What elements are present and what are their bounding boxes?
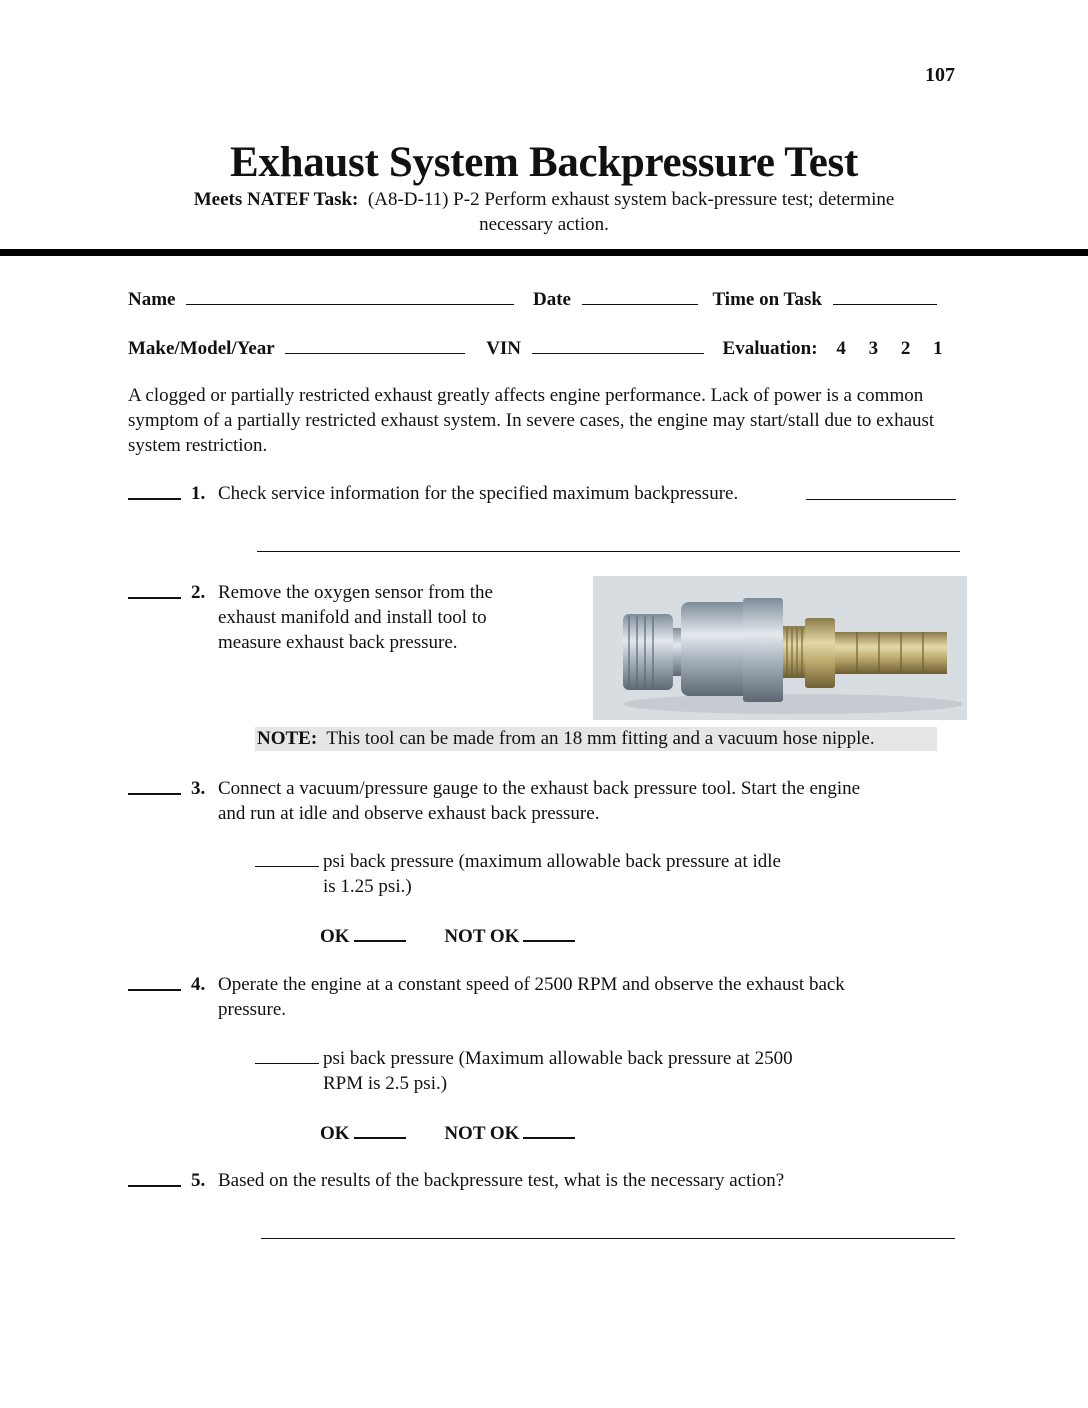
- tool-photo: [593, 576, 967, 720]
- step-4-not-ok-field[interactable]: [523, 1120, 575, 1139]
- step-5-answer-line[interactable]: [261, 1238, 955, 1239]
- note-box: [255, 727, 937, 751]
- step-5: [128, 1168, 958, 1198]
- intro-paragraph: A clogged or partially restricted exhaust greatly affects engine performance. Lack of power is a common symptom of a partially restricted exhaust system. In severe cases, the engine may start/stall due to exhaust system restriction.: [128, 385, 935, 456]
- ok-label: OK: [320, 1123, 350, 1144]
- natef-task-label: Meets NATEF Task:: [193, 189, 359, 210]
- date-field[interactable]: [582, 286, 698, 305]
- not-ok-label: NOT OK: [444, 1123, 520, 1144]
- rpm-2500-reading: [255, 1046, 895, 1098]
- date-label: Date: [532, 289, 571, 310]
- step-number: 5.: [191, 1170, 206, 1191]
- evaluation-label: Evaluation:: [722, 338, 818, 359]
- time-on-task-label: Time on Task: [712, 289, 822, 310]
- step-1-checkbox-blank[interactable]: [128, 498, 181, 500]
- rpm-2500-reading-text: psi back pressure (Maximum allowable back pressure at 2500 RPM is 2.5 psi.): [323, 1048, 793, 1094]
- make-model-year-label: Make/Model/Year: [128, 338, 275, 359]
- evaluation-score-4[interactable]: 4: [836, 338, 846, 359]
- step-3-not-ok-field[interactable]: [523, 923, 575, 942]
- backpressure-tool-image: [593, 576, 967, 720]
- make-model-year-field[interactable]: [285, 335, 465, 354]
- step-1-answer-field[interactable]: [806, 499, 956, 500]
- step-4-ok-field[interactable]: [354, 1120, 406, 1139]
- natef-task: [130, 187, 958, 237]
- evaluation-score-2[interactable]: 2: [900, 338, 911, 359]
- step-text: Remove the oxygen sensor from the exhaust manifold and install tool to measure exhaust back pressure.: [218, 582, 493, 653]
- step-2-checkbox-blank[interactable]: [128, 597, 181, 599]
- ok-label: OK: [320, 926, 350, 947]
- idle-psi-field[interactable]: [255, 866, 319, 867]
- step-3: [128, 776, 958, 828]
- step-1-answer-line-2[interactable]: [257, 551, 960, 552]
- idle-reading: [255, 849, 895, 901]
- time-on-task-field[interactable]: [833, 286, 937, 305]
- evaluation-score-1[interactable]: 1: [933, 338, 943, 359]
- step-text: Operate the engine at a constant speed of 2500 RPM and observe the exhaust back pressure.: [218, 974, 845, 1020]
- note-text: This tool can be made from an 18 mm fitting and a vacuum hose nipple.: [326, 728, 875, 749]
- page-number: 107: [925, 64, 955, 86]
- step-number: 3.: [191, 778, 206, 799]
- name-label: Name: [128, 289, 176, 310]
- step-text: Based on the results of the backpressure test, what is the necessary action?: [218, 1170, 785, 1191]
- step-number: 4.: [191, 974, 206, 995]
- rpm-2500-psi-field[interactable]: [255, 1063, 319, 1064]
- step-number: 1.: [191, 483, 206, 504]
- natef-task-text-2: necessary action.: [479, 214, 609, 235]
- step-2: [128, 580, 588, 660]
- step-1: [128, 481, 958, 511]
- step-3-ok-field[interactable]: [354, 923, 406, 942]
- natef-task-text: (A8-D-11) P-2 Perform exhaust system back-pressure test; determine: [367, 189, 895, 210]
- step-5-checkbox-blank[interactable]: [128, 1185, 181, 1187]
- evaluation-score-3[interactable]: 3: [868, 338, 879, 359]
- step-number: 2.: [191, 582, 206, 603]
- page-title: Exhaust System Backpressure Test: [230, 139, 858, 186]
- header-row-1: [128, 286, 937, 311]
- note-label: NOTE:: [257, 728, 318, 749]
- not-ok-label: NOT OK: [444, 926, 520, 947]
- step-3-ok-row: [320, 923, 575, 948]
- vin-label: VIN: [486, 338, 522, 359]
- header-divider: [0, 249, 1088, 256]
- step-text: Check service information for the specified maximum backpressure.: [218, 483, 739, 504]
- step-3-checkbox-blank[interactable]: [128, 793, 181, 795]
- step-4-checkbox-blank[interactable]: [128, 989, 181, 991]
- step-text: Connect a vacuum/pressure gauge to the exhaust back pressure tool. Start the engine and run at idle and observe exhaust back pressure.: [218, 778, 861, 824]
- idle-reading-text: psi back pressure (maximum allowable back pressure at idle is 1.25 psi.): [323, 851, 781, 897]
- name-field[interactable]: [186, 286, 514, 305]
- step-4: [128, 972, 958, 1024]
- step-4-ok-row: [320, 1120, 575, 1145]
- header-row-2: [128, 335, 943, 360]
- vin-field[interactable]: [532, 335, 704, 354]
